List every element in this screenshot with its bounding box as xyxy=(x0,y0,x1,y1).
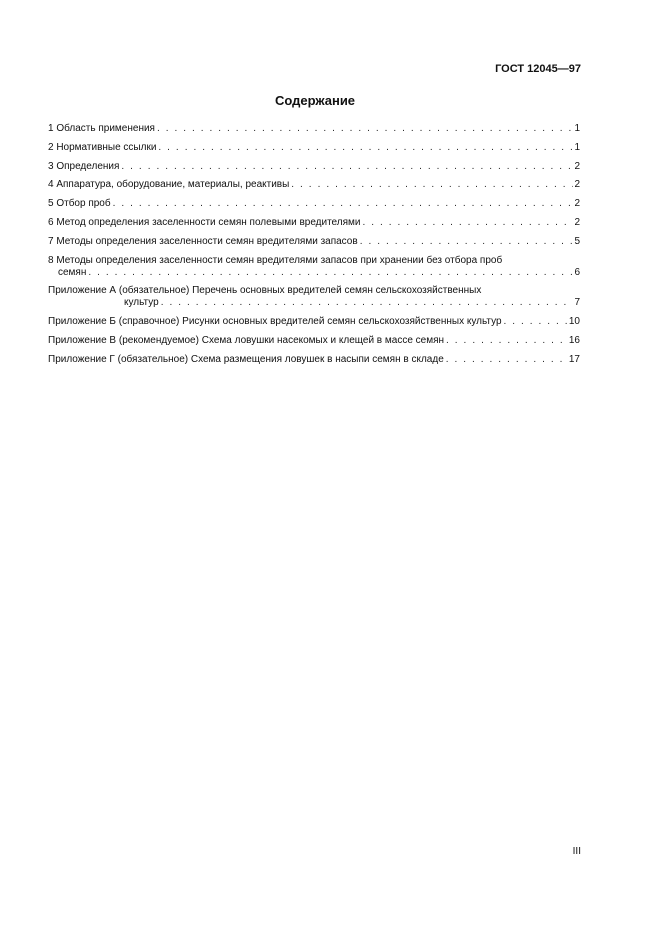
toc-entry[interactable] xyxy=(48,217,580,229)
toc-page-number: 1 xyxy=(574,141,580,153)
toc-entry[interactable] xyxy=(48,179,580,191)
dot-leader xyxy=(360,236,574,248)
dot-leader xyxy=(88,267,573,279)
document-code: ГОСТ 12045—97 xyxy=(495,63,581,75)
toc-page-number: 2 xyxy=(574,179,580,191)
dot-leader xyxy=(121,161,573,173)
toc-entry-label: 5 Отбор проб xyxy=(48,198,111,210)
toc-page-number: 1 xyxy=(574,123,580,134)
toc-page-number: 2 xyxy=(574,160,580,172)
toc-entry-label: Приложение Б (справочное) Рисунки основных вредителей семян сельскохозяйственных культур xyxy=(48,316,502,328)
toc-page-number: 16 xyxy=(568,334,580,346)
toc-entry-label-continuation: культур xyxy=(124,297,159,309)
dot-leader xyxy=(363,217,574,229)
dot-leader xyxy=(113,198,574,210)
toc-entry-label: Приложение В (рекомендуемое) Схема ловушки насекомых и клещей в массе семян xyxy=(48,334,445,346)
dot-leader xyxy=(446,335,568,347)
toc-entry-label: 8 Методы определения заселенности семян вредителями запасов при хранении без отбора проб xyxy=(48,254,503,266)
toc-page-number: 6 xyxy=(574,266,580,278)
toc-entry-label: 7 Методы определения заселенности семян вредителями запасов xyxy=(48,235,358,247)
toc-page-number: 10 xyxy=(568,316,580,328)
toc-entry[interactable] xyxy=(48,316,580,328)
toc-entry[interactable] xyxy=(48,255,580,279)
toc-entry-label: 1 Область применения xyxy=(48,123,155,134)
page-folio: III xyxy=(572,846,581,857)
toc-page-number: 5 xyxy=(574,235,580,247)
toc-entry[interactable] xyxy=(48,142,580,154)
toc-entry[interactable] xyxy=(48,354,580,366)
toc-entry[interactable] xyxy=(48,161,580,173)
dot-leader xyxy=(504,316,568,328)
dot-leader xyxy=(158,142,573,154)
toc-entry-label: Приложение Г (обязательное) Схема размещения ловушек в насыпи семян в складе xyxy=(48,353,444,365)
dot-leader xyxy=(157,123,573,135)
toc-page-number: 2 xyxy=(574,216,580,228)
toc-page-number: 17 xyxy=(568,353,580,365)
dot-leader xyxy=(291,179,573,191)
dot-leader xyxy=(161,297,574,309)
toc-entry-label: 3 Определения xyxy=(48,160,120,172)
toc-page-number: 2 xyxy=(574,198,580,210)
table-of-contents xyxy=(48,123,580,373)
toc-entry[interactable] xyxy=(48,123,580,135)
toc-entry[interactable] xyxy=(48,198,580,210)
toc-entry-label: 6 Метод определения заселенности семян полевыми вредителями xyxy=(48,216,361,228)
toc-entry-label: 2 Нормативные ссылки xyxy=(48,141,157,153)
toc-page-number: 7 xyxy=(574,297,580,309)
toc-entry-label: 4 Аппаратура, оборудование, материалы, реактивы xyxy=(48,179,290,191)
dot-leader xyxy=(446,354,568,366)
toc-title: Содержание xyxy=(274,93,356,108)
toc-entry-label-continuation: семян xyxy=(58,266,87,278)
toc-entry[interactable] xyxy=(48,236,580,248)
toc-entry[interactable] xyxy=(48,335,580,347)
toc-entry[interactable] xyxy=(48,285,580,309)
toc-entry-label: Приложение А (обязательное) Перечень основных вредителей семян сельскохозяйственных xyxy=(48,285,482,297)
